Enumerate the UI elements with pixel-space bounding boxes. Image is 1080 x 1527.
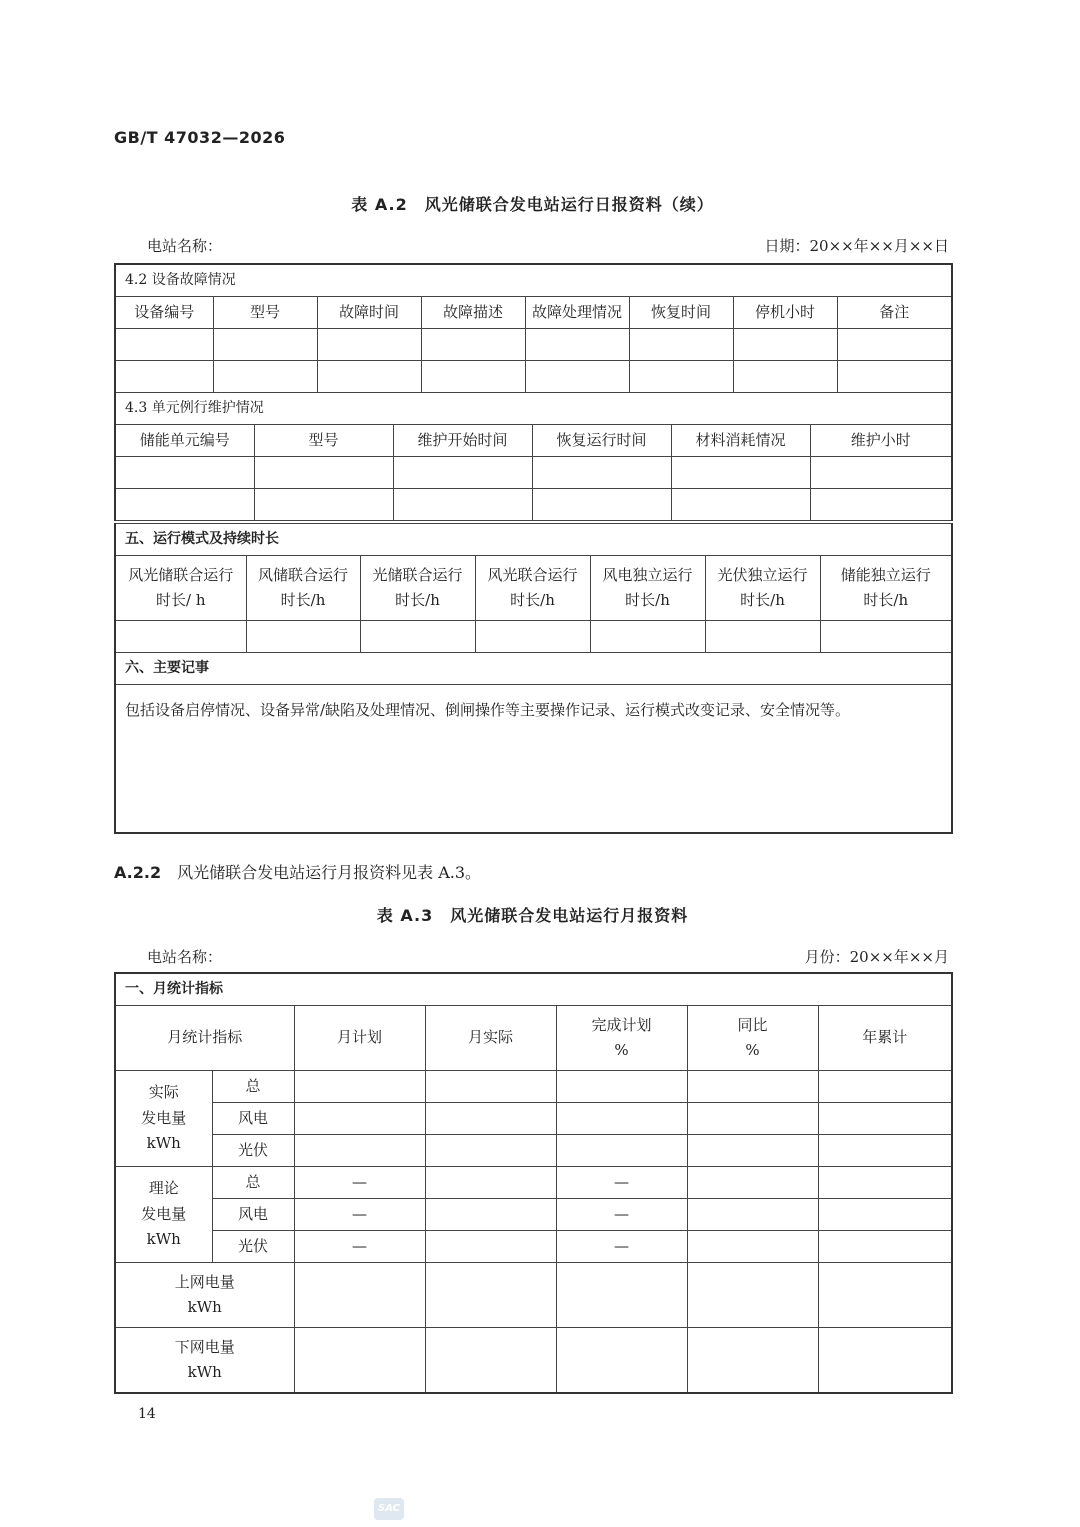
col-remarks: 备注 bbox=[837, 297, 952, 329]
cell[interactable] bbox=[294, 1263, 425, 1328]
main-events-note: 包括设备启停情况、设备异常/缺陷及处理情况、倒闸操作等主要操作记录、运行模式改变记录、安全情况等。 bbox=[115, 685, 952, 834]
col-storage-only: 储能独立运行 时长/h bbox=[820, 556, 952, 621]
cell[interactable] bbox=[837, 361, 952, 393]
section-4-3-heading: 4.3 单元例行维护情况 bbox=[115, 393, 952, 425]
cell[interactable] bbox=[115, 361, 213, 393]
cell[interactable] bbox=[115, 457, 254, 489]
cell[interactable] bbox=[393, 489, 532, 521]
cell[interactable] bbox=[294, 1135, 425, 1167]
cell[interactable] bbox=[393, 457, 532, 489]
col-fault-time: 故障时间 bbox=[317, 297, 421, 329]
cell[interactable] bbox=[425, 1167, 556, 1199]
table-a3-title: 表 A.3 风光储联合发电站运行月报资料 bbox=[376, 906, 689, 925]
col-maint-hours: 维护小时 bbox=[810, 425, 952, 457]
col-completion-pct: 完成计划 % bbox=[556, 1006, 687, 1071]
cell[interactable] bbox=[733, 361, 837, 393]
cell[interactable] bbox=[425, 1199, 556, 1231]
cell[interactable] bbox=[425, 1103, 556, 1135]
grid-export-row bbox=[115, 1263, 952, 1328]
dash-cell: — bbox=[294, 1167, 425, 1199]
cell[interactable] bbox=[556, 1328, 687, 1394]
dash-cell: — bbox=[556, 1199, 687, 1231]
dash-cell: — bbox=[294, 1199, 425, 1231]
cell[interactable] bbox=[425, 1135, 556, 1167]
cell[interactable] bbox=[733, 329, 837, 361]
col-yoy-pct: 同比 % bbox=[687, 1006, 818, 1071]
cell[interactable] bbox=[687, 1231, 818, 1263]
cell[interactable] bbox=[254, 457, 393, 489]
cell[interactable] bbox=[421, 361, 525, 393]
cell[interactable] bbox=[818, 1328, 952, 1394]
theoretical-generation-label: 理论 发电量 kWh bbox=[115, 1167, 212, 1263]
cell[interactable] bbox=[475, 621, 590, 653]
monthly-report-table bbox=[114, 972, 953, 1394]
sac-logo: SAC bbox=[374, 1498, 404, 1520]
col-solar-only: 光伏独立运行 时长/h bbox=[705, 556, 820, 621]
col-recovery-time: 恢复时间 bbox=[629, 297, 733, 329]
cell[interactable] bbox=[246, 621, 360, 653]
cell[interactable] bbox=[556, 1071, 687, 1103]
grid-import-label: 下网电量 kWh bbox=[115, 1328, 294, 1394]
maint-row-2 bbox=[115, 489, 952, 521]
cell[interactable] bbox=[425, 1263, 556, 1328]
cell[interactable] bbox=[294, 1328, 425, 1394]
actual-solar-row bbox=[115, 1135, 952, 1167]
month-label: 月份：20××年××月 bbox=[804, 948, 949, 966]
cell[interactable] bbox=[425, 1328, 556, 1394]
cell[interactable] bbox=[818, 1231, 952, 1263]
col-resume-time: 恢复运行时间 bbox=[532, 425, 671, 457]
cell[interactable] bbox=[556, 1263, 687, 1328]
cell[interactable] bbox=[213, 329, 317, 361]
cell[interactable] bbox=[254, 489, 393, 521]
cell[interactable] bbox=[294, 1103, 425, 1135]
dash-cell: — bbox=[294, 1231, 425, 1263]
grid-export-label: 上网电量 kWh bbox=[115, 1263, 294, 1328]
cell[interactable] bbox=[687, 1199, 818, 1231]
cell[interactable] bbox=[525, 329, 629, 361]
cell[interactable] bbox=[532, 489, 671, 521]
cell[interactable] bbox=[115, 489, 254, 521]
cell[interactable] bbox=[818, 1135, 952, 1167]
station-name-label: 电站名称： bbox=[147, 237, 223, 255]
cell[interactable] bbox=[115, 329, 213, 361]
cell[interactable] bbox=[820, 621, 952, 653]
cell[interactable] bbox=[360, 621, 475, 653]
date-label: 日期：20××年××月××日 bbox=[764, 237, 949, 255]
col-material-use: 材料消耗情况 bbox=[671, 425, 810, 457]
cell[interactable] bbox=[671, 489, 810, 521]
cell[interactable] bbox=[556, 1135, 687, 1167]
section-4-2-heading: 4.2 设备故障情况 bbox=[115, 264, 952, 297]
sub-solar-label: 光伏 bbox=[212, 1135, 294, 1167]
cell[interactable] bbox=[687, 1135, 818, 1167]
cell[interactable] bbox=[810, 457, 952, 489]
dash-cell: — bbox=[556, 1231, 687, 1263]
col-wind-only: 风电独立运行 时长/h bbox=[590, 556, 705, 621]
sub-wind-label: 风电 bbox=[212, 1199, 294, 1231]
station-name-label: 电站名称： bbox=[147, 948, 223, 966]
cell[interactable] bbox=[810, 489, 952, 521]
col-indicator: 月统计指标 bbox=[115, 1006, 294, 1071]
standard-number: GB/T 47032—2026 bbox=[114, 128, 286, 147]
cell[interactable] bbox=[818, 1167, 952, 1199]
theory-solar-row bbox=[115, 1231, 952, 1263]
theory-wind-row bbox=[115, 1199, 952, 1231]
col-maint-start: 维护开始时间 bbox=[393, 425, 532, 457]
cell[interactable] bbox=[425, 1071, 556, 1103]
col-wind-solar-storage: 风光储联合运行 时长/ h bbox=[115, 556, 246, 621]
col-downtime-hours: 停机小时 bbox=[733, 297, 837, 329]
col-model: 型号 bbox=[213, 297, 317, 329]
col-solar-storage: 光储联合运行 时长/h bbox=[360, 556, 475, 621]
section-1-heading: 一、月统计指标 bbox=[115, 973, 952, 1006]
cell[interactable] bbox=[705, 621, 820, 653]
cell[interactable] bbox=[837, 329, 952, 361]
fault-table bbox=[114, 263, 953, 393]
col-fault-desc: 故障描述 bbox=[421, 297, 525, 329]
maint-row-1 bbox=[115, 457, 952, 489]
table-a2-title: 表 A.2 风光储联合发电站运行日报资料（续） bbox=[351, 195, 714, 214]
grid-import-row bbox=[115, 1328, 952, 1394]
cell[interactable] bbox=[525, 361, 629, 393]
col-wind-solar: 风光联合运行 时长/h bbox=[475, 556, 590, 621]
fault-row-2 bbox=[115, 361, 952, 393]
cell[interactable] bbox=[532, 457, 671, 489]
cell[interactable] bbox=[294, 1071, 425, 1103]
col-ytd: 年累计 bbox=[818, 1006, 952, 1071]
cell[interactable] bbox=[590, 621, 705, 653]
sub-wind-label: 风电 bbox=[212, 1103, 294, 1135]
section-5-heading: 五、运行模式及持续时长 bbox=[115, 524, 952, 556]
actual-total-row bbox=[115, 1071, 952, 1103]
cell[interactable] bbox=[818, 1103, 952, 1135]
cell[interactable] bbox=[818, 1071, 952, 1103]
cell[interactable] bbox=[687, 1103, 818, 1135]
actual-generation-label: 实际 发电量 kWh bbox=[115, 1071, 212, 1167]
cell[interactable] bbox=[629, 361, 733, 393]
col-fault-handling: 故障处理情况 bbox=[525, 297, 629, 329]
cell[interactable] bbox=[317, 361, 421, 393]
col-monthly-actual: 月实际 bbox=[425, 1006, 556, 1071]
cell[interactable] bbox=[687, 1071, 818, 1103]
col-storage-unit-id: 储能单元编号 bbox=[115, 425, 254, 457]
theory-total-row bbox=[115, 1167, 952, 1199]
col-monthly-plan: 月计划 bbox=[294, 1006, 425, 1071]
sub-total-label: 总 bbox=[212, 1071, 294, 1103]
col-model: 型号 bbox=[254, 425, 393, 457]
cell[interactable] bbox=[671, 457, 810, 489]
cell[interactable] bbox=[421, 329, 525, 361]
cell[interactable] bbox=[818, 1263, 952, 1328]
cell[interactable] bbox=[556, 1103, 687, 1135]
cell[interactable] bbox=[213, 361, 317, 393]
col-device-id: 设备编号 bbox=[115, 297, 213, 329]
fault-row-1 bbox=[115, 329, 952, 361]
dash-cell: — bbox=[556, 1167, 687, 1199]
cell[interactable] bbox=[687, 1328, 818, 1394]
actual-wind-row bbox=[115, 1103, 952, 1135]
mode-row bbox=[115, 621, 952, 653]
page-number: 14 bbox=[138, 1406, 156, 1422]
maintenance-table bbox=[114, 392, 953, 521]
clause-a-2-2: A.2.2 风光储联合发电站运行月报资料见表 A.3。 bbox=[114, 863, 482, 882]
sub-solar-label: 光伏 bbox=[212, 1231, 294, 1263]
col-wind-storage: 风储联合运行 时长/h bbox=[246, 556, 360, 621]
mode-table bbox=[114, 523, 953, 834]
cell[interactable] bbox=[818, 1199, 952, 1231]
cell[interactable] bbox=[629, 329, 733, 361]
sub-total-label: 总 bbox=[212, 1167, 294, 1199]
cell[interactable] bbox=[687, 1167, 818, 1199]
cell[interactable] bbox=[115, 621, 246, 653]
section-6-heading: 六、主要记事 bbox=[115, 653, 952, 685]
cell[interactable] bbox=[687, 1263, 818, 1328]
cell[interactable] bbox=[425, 1231, 556, 1263]
cell[interactable] bbox=[317, 329, 421, 361]
